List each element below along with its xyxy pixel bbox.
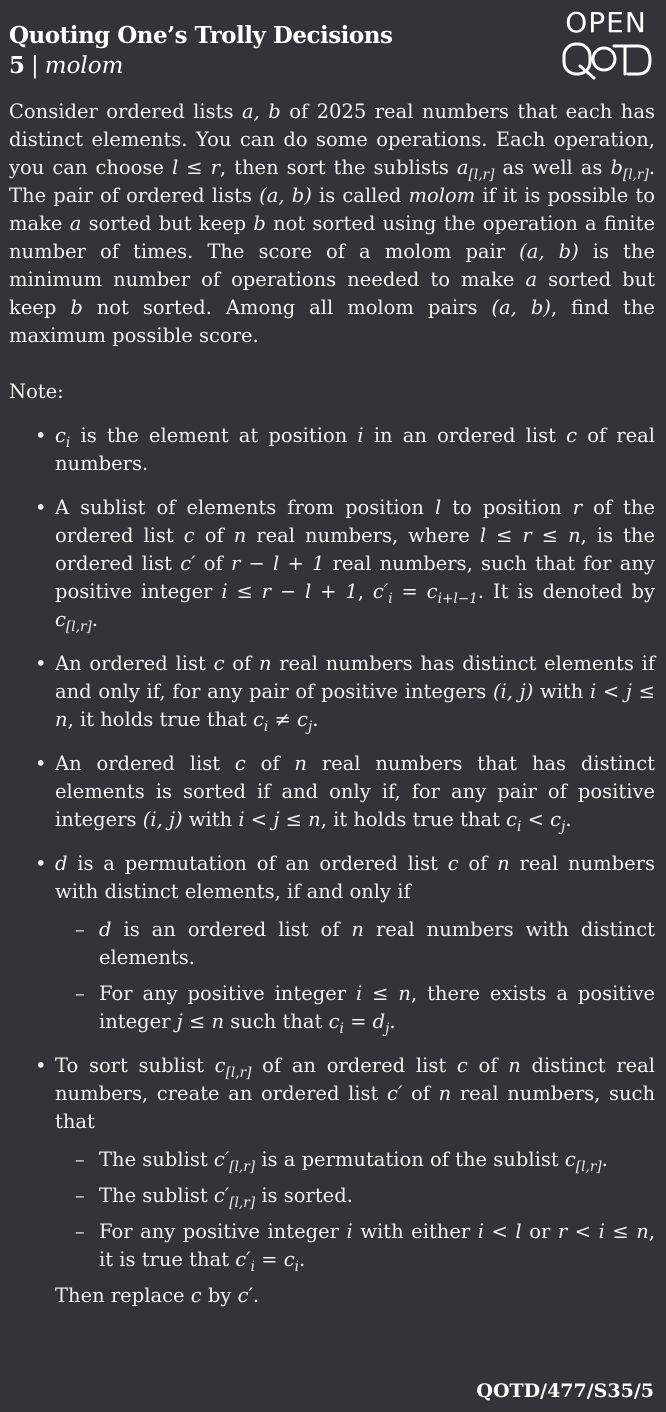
list-item: • d is a permutation of an ordered list c of n real numbers with distinct elements, if and only if – d is an ordered list of n real numbers with distinct elements. – For any positive integer i ≤ n, there exists a positive integer j ≤ n such that $c_i = d_j$. bbox=[9, 850, 655, 1036]
problem-slug: molom bbox=[44, 53, 124, 79]
subtitle-separator: | bbox=[31, 53, 39, 79]
list-item: • An ordered list c of n real numbers that has distinct elements is sorted if and only if, for any pair of positive integers (i, j) with i < j ≤ n, it holds true that $c_i < c_j$. bbox=[9, 750, 655, 834]
problem-subtitle bbox=[9, 52, 123, 79]
sub-list-item: – For any positive integer i with either i < l or r < i ≤ n, it is true that $c'_i = c_i$. bbox=[55, 1218, 655, 1274]
footer-code: QOTD/477/S35/5 bbox=[476, 1380, 654, 1402]
problem-statement: Consider ordered lists a, b of 2025 real numbers that each has distinct elements. You can do some operations. Each operation, you can choose l ≤ r, then sort the sublists $a_{[l,r]}$ as well as $b_{[l,r]}$. The pair of ordered lists (a, b) is called molom if it is possible to make a sorted but keep b not sorted using the operation a finite number of times. The score of a molom pair (a, b) is the minimum number of operations needed to make a sorted but keep b not sorted. Among all molom pairs (a, b), find the maximum possible score. bbox=[9, 100, 656, 347]
list-item: • $c_i$ is the element at position i in an ordered list c of real numbers. bbox=[9, 422, 655, 478]
list-item: • A sublist of elements from position l to position r of the ordered list c of n real numbers, where l ≤ r ≤ n, is the ordered list c′ of r − l + 1 real numbers, such that for any positive integer i ≤ r − l + 1, $c'_i = c_{i+l-1}$. It is denoted by $c_{[l,r]}$. bbox=[9, 494, 655, 634]
list-item: • An ordered list c of n real numbers has distinct elements if and only if, for any pair of positive integers (i, j) with i < j ≤ n, it holds true that $c_i \ne c_j$. bbox=[9, 650, 655, 734]
problem-number: 5 bbox=[9, 52, 26, 79]
sub-list bbox=[55, 1146, 655, 1274]
problem-body bbox=[9, 98, 655, 1326]
logo-qotd-mark bbox=[558, 38, 654, 82]
logo-top-text: OPEN bbox=[565, 6, 647, 39]
sub-list bbox=[55, 916, 655, 1036]
note-label: Note: bbox=[9, 380, 64, 403]
sub-list-item: – The sublist $c'_{[l,r]}$ is a permutation of the sublist $c_{[l,r]}$. bbox=[55, 1146, 655, 1174]
sub-list-item: – d is an ordered list of n real numbers with distinct elements. bbox=[55, 916, 655, 972]
openqotd-logo bbox=[558, 8, 654, 86]
list-item: • To sort sublist $c_{[l,r]}$ of an ordered list c of n distinct real numbers, create an ordered list c′ of n real numbers, such that – The sublist $c'_{[l,r]}$ is a permutation of the sublist $c_{[l,r]}$. – The sublist $c'_{[l,r]}$ is sorted. – For any positive integer i with either i < l or r < i ≤ n, it is true that $c'_i = c_i$. Then replace c by c′. bbox=[9, 1052, 655, 1310]
sub-list-item: – The sublist $c'_{[l,r]}$ is sorted. bbox=[55, 1182, 655, 1210]
page-title: Quoting One’s Trolly Decisions bbox=[9, 22, 393, 49]
notes-list bbox=[9, 422, 655, 1310]
final-instruction: Then replace c by c′. bbox=[55, 1284, 260, 1307]
sub-list-item: – For any positive integer i ≤ n, there exists a positive integer j ≤ n such that $c_i = d_j$. bbox=[55, 980, 655, 1036]
